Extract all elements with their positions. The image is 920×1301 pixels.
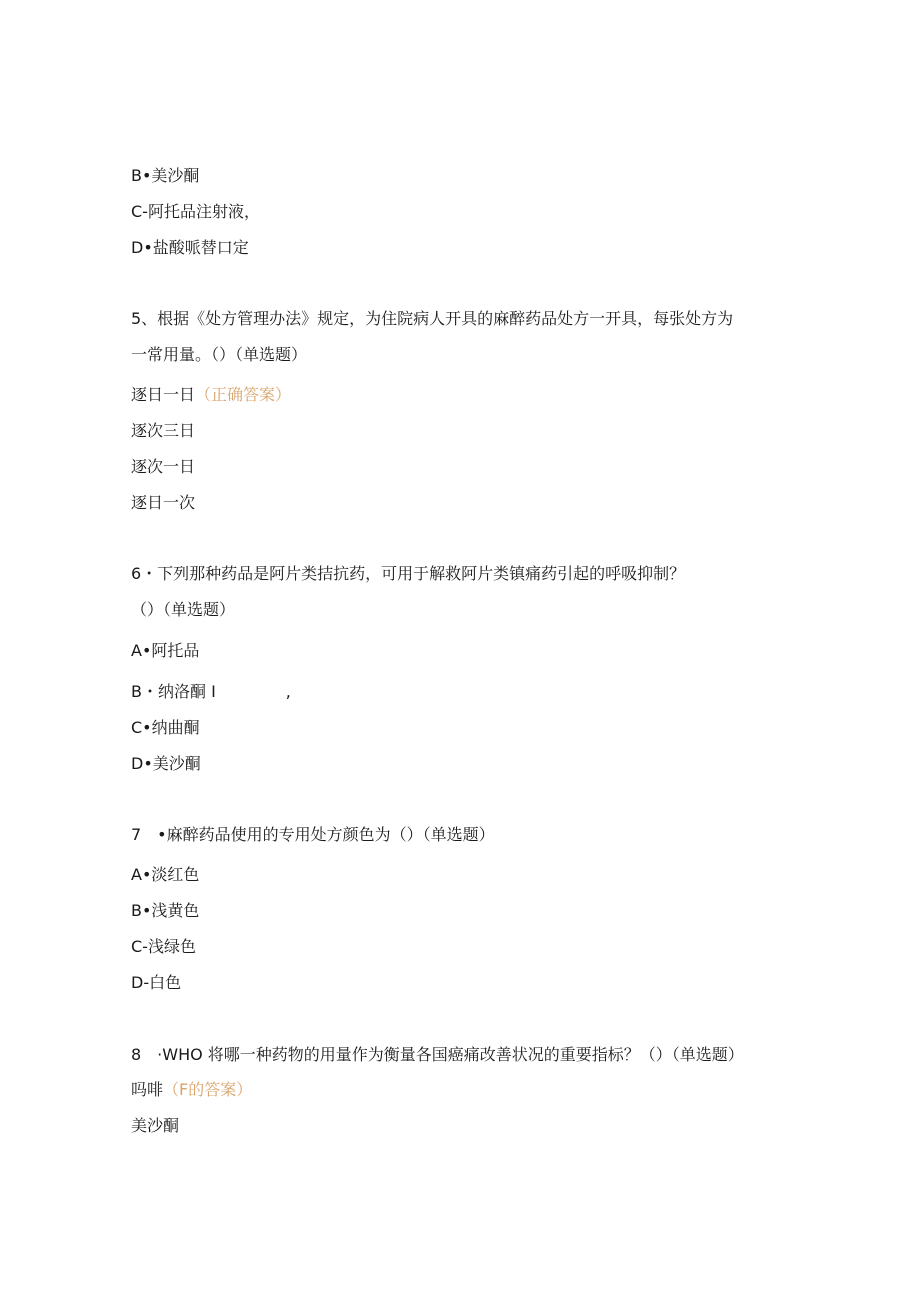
q8-answer-tag: （F的答案） bbox=[163, 1080, 253, 1099]
q6-stem-line2: （）（单选题） bbox=[131, 600, 236, 619]
q6-option-a: A•阿托品 bbox=[131, 641, 200, 660]
q7-option-d: D-白色 bbox=[131, 973, 182, 992]
q4-option-b: B•美沙酮 bbox=[131, 166, 200, 185]
q4-option-c: C-阿托品注射液， bbox=[131, 202, 260, 221]
q5-option-3: 逐次一日 bbox=[131, 457, 196, 476]
q6-option-d: D•美沙酮 bbox=[131, 754, 201, 773]
q5-option-1 bbox=[131, 384, 291, 406]
q6-option-c: C•纳曲酮 bbox=[131, 718, 200, 737]
q5-stem-line2: 一常用量。（）（单选题） bbox=[131, 345, 308, 364]
q7-stem: 7 •麻醉药品使用的专用处方颜色为（）（单选题） bbox=[131, 825, 495, 844]
q7-option-b: B•浅黄色 bbox=[131, 901, 200, 920]
q5-correct-answer-tag: （正确答案） bbox=[195, 385, 292, 404]
q7-option-a: A•淡红色 bbox=[131, 865, 200, 884]
q8-stem: 8 ·WHO 将哪一种药物的用量作为衡量各国癌痛改善状况的重要指标？（）（单选题） bbox=[131, 1045, 744, 1064]
q5-option-1-text: 逐日一日 bbox=[131, 385, 196, 404]
q5-stem-line1: 5、根据《处方管理办法》规定，为住院病人开具的麻醉药品处方一开具，每张处方为 bbox=[131, 309, 734, 328]
q4-option-d: D•盐酸哌替口定 bbox=[131, 238, 249, 257]
q6-option-b-text: B・纳洛酮 I bbox=[131, 682, 216, 701]
q8-option-1-text: 吗啡 bbox=[131, 1080, 164, 1099]
q8-option-2: 美沙酮 bbox=[131, 1116, 180, 1135]
q5-option-2: 逐次三日 bbox=[131, 421, 196, 440]
q7-option-c: C-浅绿色 bbox=[131, 937, 196, 956]
q6-option-b bbox=[131, 681, 291, 703]
q8-option-1 bbox=[131, 1079, 252, 1101]
q6-option-b-tail: , bbox=[285, 682, 291, 701]
q5-option-4: 逐日一次 bbox=[131, 493, 196, 512]
q6-stem-line1: 6・下列那种药品是阿片类拮抗药，可用于解救阿片类镇痛药引起的呼吸抑制？ bbox=[131, 564, 686, 583]
